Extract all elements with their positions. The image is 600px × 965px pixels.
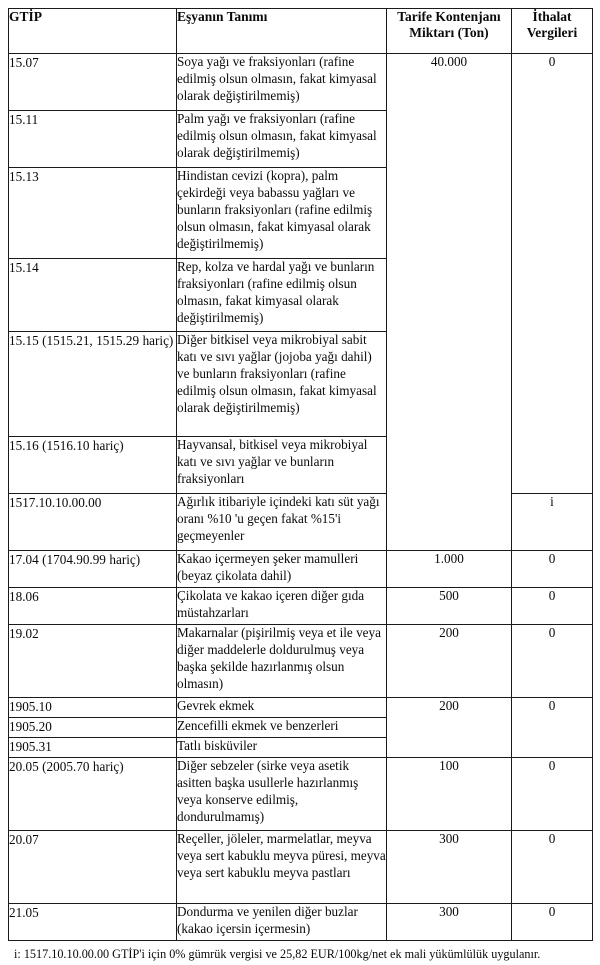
cell-description: Gevrek ekmek	[177, 698, 387, 718]
cell-description: Dondurma ve yenilen diğer buzlar (kakao içersin içermesin)	[177, 904, 387, 941]
column-header-gtip: GTİP	[9, 9, 177, 54]
column-header-quota-line1: Tarife Kontenjanı	[397, 9, 501, 24]
table-row	[9, 758, 593, 831]
column-header-duty-line1: İthalat	[532, 9, 572, 24]
cell-quota: 200	[387, 625, 512, 698]
cell-description: Soya yağı ve fraksiyonları (rafine edilmiş olsun olmasın, fakat kimyasal olarak değiştirilmemiş)	[177, 54, 387, 111]
cell-description: Kakao içermeyen şeker mamulleri (beyaz çikolata dahil)	[177, 551, 387, 588]
cell-description: Tatlı bisküviler	[177, 738, 387, 758]
cell-gtip: 15.15 (1515.21, 1515.29 hariç)	[9, 332, 177, 437]
table-row	[9, 54, 593, 111]
cell-description: Makarnalar (pişirilmiş veya et ile veya diğer maddelerle doldurulmuş veya başka şekilde hazırlanmış olsun olmasın)	[177, 625, 387, 698]
cell-duty-oils-group: 0	[512, 54, 593, 494]
column-header-duty-line2: Vergileri	[526, 25, 578, 41]
cell-description: Diğer bitkisel veya mikrobiyal sabit katı ve sıvı yağlar (jojoba yağı dahil) ve bunların fraksiyonları (rafine edilmiş olsun olmasın, fakat kimyasal olarak değiştirilmemiş)	[177, 332, 387, 437]
cell-quota: 100	[387, 758, 512, 831]
cell-duty-footnote-ref: i	[512, 494, 593, 551]
table-row	[9, 625, 593, 698]
cell-gtip: 1905.20	[9, 718, 177, 738]
column-header-duty	[512, 9, 593, 54]
cell-quota-oils-group: 40.000	[387, 54, 512, 551]
cell-duty-bakery-group: 0	[512, 698, 593, 758]
cell-gtip: 15.11	[9, 111, 177, 168]
column-header-quota-line2: Miktarı (Ton)	[409, 25, 489, 41]
table-row	[9, 588, 593, 625]
cell-description: Zencefilli ekmek ve benzerleri	[177, 718, 387, 738]
table-row	[9, 904, 593, 941]
cell-gtip: 20.07	[9, 831, 177, 904]
cell-description: Diğer sebzeler (sirke veya asetik asitten başka usullerle hazırlanmış veya konserve edilmiş, dondurulmamış)	[177, 758, 387, 831]
table-row	[9, 698, 593, 718]
cell-quota: 300	[387, 904, 512, 941]
cell-duty: 0	[512, 758, 593, 831]
cell-duty: 0	[512, 551, 593, 588]
cell-duty: 0	[512, 588, 593, 625]
cell-quota: 300	[387, 831, 512, 904]
cell-gtip: 15.13	[9, 168, 177, 259]
cell-gtip: 1517.10.10.00.00	[9, 494, 177, 551]
cell-gtip: 1905.31	[9, 738, 177, 758]
cell-description: Hindistan cevizi (kopra), palm çekirdeği veya babassu yağları ve bunların fraksiyonları (rafine edilmiş olsun olmasın, fakat kimyasal olarak değiştirilmemiş)	[177, 168, 387, 259]
cell-gtip: 15.16 (1516.10 hariç)	[9, 437, 177, 494]
table-footnote: i: 1517.10.10.00.00 GTİP'i için 0% gümrük vergisi ve 25,82 EUR/100kg/net ek mali yükümlülük uygulanır.	[14, 947, 541, 961]
cell-quota-bakery-group: 200	[387, 698, 512, 758]
cell-gtip: 15.07	[9, 54, 177, 111]
cell-gtip: 1905.10	[9, 698, 177, 718]
cell-duty: 0	[512, 625, 593, 698]
cell-description: Palm yağı ve fraksiyonları (rafine edilmiş olsun olmasın, fakat kimyasal olarak değiştirilmemiş)	[177, 111, 387, 168]
table-header-row	[9, 9, 593, 54]
cell-duty: 0	[512, 831, 593, 904]
cell-gtip: 20.05 (2005.70 hariç)	[9, 758, 177, 831]
column-header-quota	[387, 9, 512, 54]
cell-gtip: 19.02	[9, 625, 177, 698]
column-header-description: Eşyanın Tanımı	[177, 9, 387, 54]
table-header	[9, 9, 593, 54]
table-row	[9, 551, 593, 588]
cell-description: Rep, kolza ve hardal yağı ve bunların fraksiyonları (rafine edilmiş olsun olmasın, fakat kimyasal olarak değiştirilmemiş)	[177, 259, 387, 332]
tariff-quota-table	[8, 8, 593, 941]
cell-description: Ağırlık itibariyle içindeki katı süt yağı oranı %10 'u geçen fakat %15'i geçmeyenler	[177, 494, 387, 551]
cell-gtip: 18.06	[9, 588, 177, 625]
cell-gtip: 17.04 (1704.90.99 hariç)	[9, 551, 177, 588]
cell-gtip: 15.14	[9, 259, 177, 332]
cell-quota: 1.000	[387, 551, 512, 588]
table-body	[9, 54, 593, 941]
table-row	[9, 831, 593, 904]
cell-description: Reçeller, jöleler, marmelatlar, meyva veya sert kabuklu meyva püresi, meyva veya sert kabuklu meyva pastları	[177, 831, 387, 904]
cell-gtip: 21.05	[9, 904, 177, 941]
cell-quota: 500	[387, 588, 512, 625]
cell-description: Hayvansal, bitkisel veya mikrobiyal katı ve sıvı yağlar ve bunların fraksiyonları	[177, 437, 387, 494]
cell-description: Çikolata ve kakao içeren diğer gıda müstahzarları	[177, 588, 387, 625]
cell-duty: 0	[512, 904, 593, 941]
